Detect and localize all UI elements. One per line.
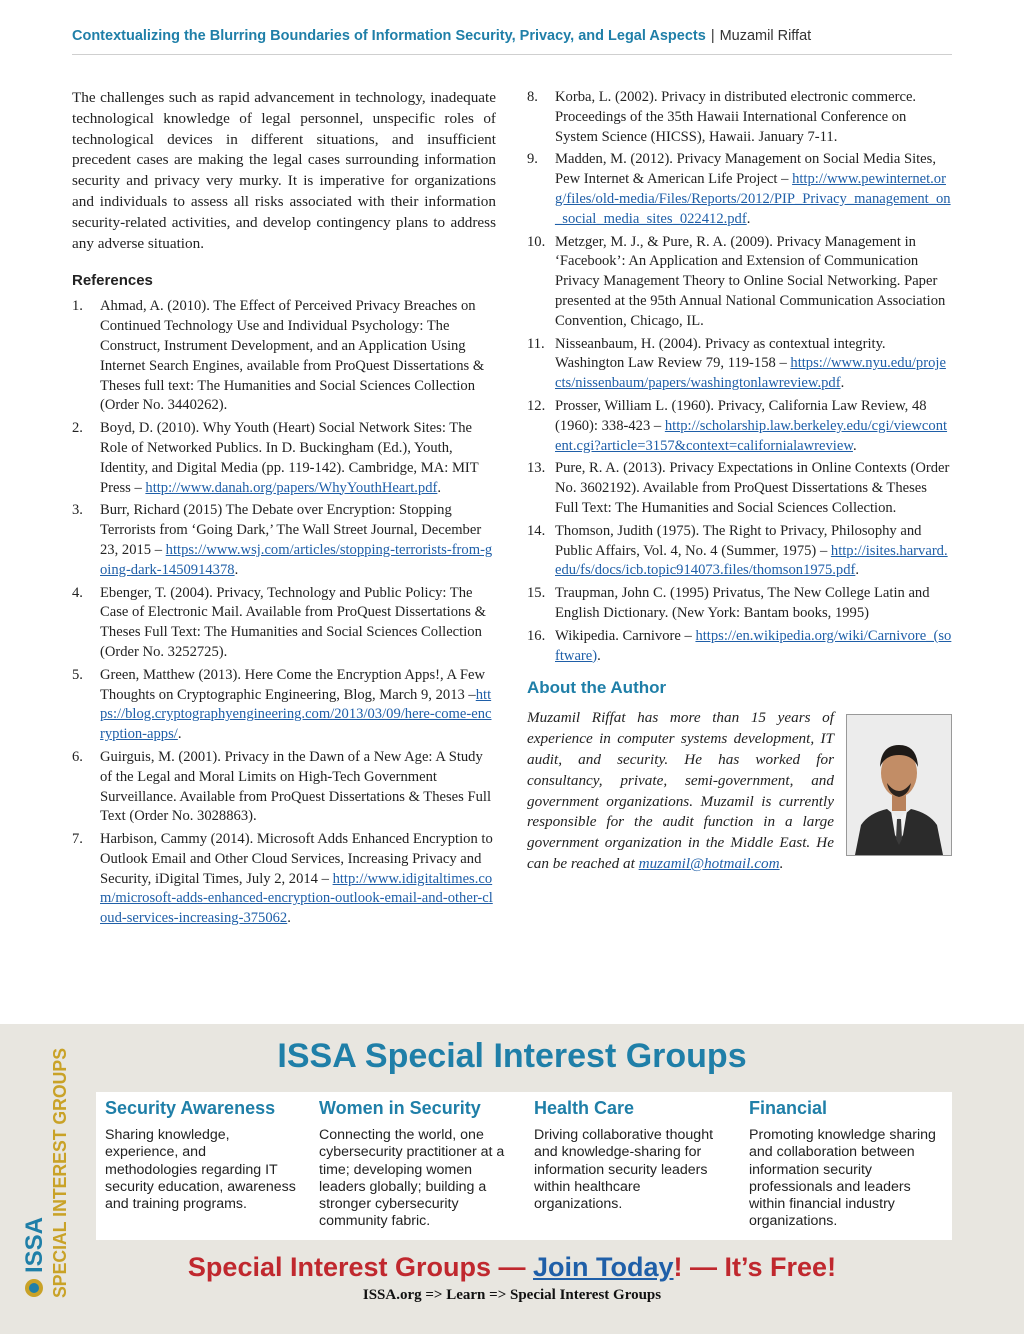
- header-separator: |: [710, 28, 715, 44]
- sig-group-name: Women in Security: [319, 1098, 481, 1118]
- reference-item: 9. Madden, M. (2012). Privacy Management on Social Media Sites, Pew Internet & American Life Project – http://www.pewinternet.org/files/old-media/Files/Reports/2012/PIP_Privacy_management_on_social_media_sites_022412.pdf.: [527, 151, 951, 227]
- reference-link[interactable]: https://en.wikipedia.org/wiki/Carnivore_(software): [555, 627, 952, 664]
- left-column: [72, 88, 496, 932]
- author-photo: [846, 714, 952, 856]
- reference-item: 6. Guirguis, M. (2001). Privacy in the Dawn of a New Age: A Study of the Legal and Moral Limits on High-Tech Government Surveillance. Available from ProQuest Dissertations & Theses Full Text (Order No. 3028863).: [72, 748, 491, 825]
- sig-groups-panel: [96, 1092, 952, 1240]
- sig-group-name: Financial: [749, 1098, 828, 1118]
- author-email-link[interactable]: muzamil@hotmail.com: [638, 854, 780, 872]
- reference-item: 13. Pure, R. A. (2013). Privacy Expectations in Online Contexts (Order No. 3602192). Available from ProQuest Dissertations & Theses Full Text: The Humanities and Social Sciences Collection.: [527, 460, 950, 516]
- author-bio: Muzamil Riffat has more than 15 years of experience in computer systems development, IT audit, and security. He has worked for consultancy, private, semi-government, and government organizations. Muzamil is currently responsible for the audit function in a large government organization in the Middle East. He can be reached at muzamil@hotmail.com.: [527, 708, 952, 874]
- sig-call-to-action: Special Interest Groups — Join Today! — It’s Free!: [187, 1252, 837, 1282]
- sig-side-logo-text: ISSA: [21, 1216, 48, 1273]
- reference-item: 5. Green, Matthew (2013). Here Come the Encryption Apps!, A Few Thoughts on Cryptographic Engineering, Blog, March 9, 2013 –https://blog.cryptographyengineering.com/2013/03/09/here-come-encryption-apps/.: [72, 666, 492, 743]
- reference-link[interactable]: http://www.danah.org/papers/WhyYouthHeart.pdf: [145, 479, 438, 496]
- sig-group-health-care: [534, 1098, 730, 1213]
- sig-group-description: Connecting the world, one cybersecurity practitioner at a time; developing women leaders globally; building a stronger cybersecurity community fabric.: [319, 1127, 505, 1230]
- right-column: [527, 88, 952, 875]
- reference-item: 12. Prosser, William L. (1960). Privacy, California Law Review, 48 (1960): 338-423 – http://scholarship.law.berkeley.edu/cgi/viewcontent.cgi?article=3157&context=californialawreview.: [527, 397, 948, 454]
- reference-item: 15. Traupman, John C. (1995) Privatus, The New College Latin and English Dictionary. (New York: Bantam books, 1995): [527, 585, 930, 621]
- reference-link[interactable]: http://scholarship.law.berkeley.edu/cgi/viewcontent.cgi?article=3157&context=californialawreview: [555, 417, 948, 454]
- reference-item: 4. Ebenger, T. (2004). Privacy, Technology and Public Policy: The Case of Electronic Mail. Available from ProQuest Dissertations & Theses Full Text: The Humanities and Social Sciences Collection (Order No. 3252725).: [72, 584, 486, 660]
- sig-group-name: Health Care: [534, 1098, 635, 1118]
- reference-item: 16. Wikipedia. Carnivore – https://en.wikipedia.org/wiki/Carnivore_(software).: [527, 627, 952, 664]
- sig-navigation-path: ISSA.org => Learn => Special Interest Groups: [362, 1287, 662, 1303]
- about-author-heading: About the Author: [527, 678, 667, 698]
- references-heading: References: [72, 272, 153, 290]
- reference-item: 8. Korba, L. (2002). Privacy in distributed electronic commerce. Proceedings of the 35th Hawaii International Conference on System Science (HICSS), Hawaii. January 7-11.: [527, 89, 917, 145]
- reference-link[interactable]: https://www.wsj.com/articles/stopping-terrorists-from-going-dark-1450914378: [100, 541, 493, 578]
- sig-group-description: Driving collaborative thought and knowledge-sharing for information security leaders within healthcare organizations.: [534, 1127, 714, 1213]
- sig-side-label: SPECIAL INTEREST GROUPS: [50, 1043, 70, 1298]
- reference-item: 1. Ahmad, A. (2010). The Effect of Perceived Privacy Breaches on Continued Technology Use and Individual Psychology: The Construct, Instrument Development, and an Application Using Internet Search Engines, available from ProQuest Dissertations & Theses full text: The Humanities and Social Sciences Collection (Order No. 3440262).: [72, 298, 485, 414]
- reference-item: 10. Metzger, M. J., & Pure, R. A. (2009). Privacy Management in ‘Facebook’: An Application and Extension of Communication Privacy Management Theory to Online Social Networking. Paper presented at the 95th Annual National Communication Association Convention, Chicago, IL.: [527, 233, 946, 329]
- references-list-right: [527, 88, 952, 666]
- reference-link[interactable]: http://www.idigitaltimes.com/microsoft-adds-enhanced-encryption-outlook-email-and-other-cloud-services-increasing-375062: [100, 870, 493, 927]
- reference-link[interactable]: https://www.nyu.edu/projects/nissenbaum/papers/washingtonlawreview.pdf: [555, 355, 946, 392]
- reference-link[interactable]: http://isites.harvard.edu/fs/docs/icb.topic914073.files/thomson1975.pdf: [555, 542, 948, 579]
- join-today-link[interactable]: Join Today: [533, 1252, 674, 1282]
- sig-group-women-in-security: [319, 1098, 515, 1231]
- sig-group-description: Promoting knowledge sharing and collaboration between information security professionals and leaders within financial industry organizations.: [749, 1127, 936, 1230]
- reference-item: 2. Boyd, D. (2010). Why Youth (Heart) Social Network Sites: The Role of Networked Publics. In D. Buckingham (Ed.), Youth, Identity, and Digital Media (pp. 119-142). Cambridge, MA: MIT Press – http://www.danah.org/papers/WhyYouthHeart.pdf.: [72, 420, 479, 496]
- reference-item: 3. Burr, Richard (2015) The Debate over Encryption: Stopping Terrorists from ‘Going Dark,’ The Wall Street Journal, December 23, 2015 – https://www.wsj.com/articles/stopping-terrorists-from-going-dark-1450914378.: [72, 502, 493, 578]
- intro-paragraph: The challenges such as rapid advancement in technology, inadequate technological knowledge of legal personnel, unspecific roles of technological devices in different situations, and insufficient precedent cases are making the legal cases surrounding information security and privacy very murky. It is imperative for organizations and individuals to assess all risks associated with their information security-related activities, and develop contingency plans to address any adverse situation.: [72, 89, 496, 252]
- references-list-left: [72, 297, 496, 929]
- article-title: Contextualizing the Blurring Boundaries of Information Security, Privacy, and Legal Aspects: [72, 28, 706, 44]
- sig-group-security-awareness: [105, 1098, 301, 1213]
- reference-item: 14. Thomson, Judith (1975). The Right to Privacy, Philosophy and Public Affairs, Vol. 4, No. 4 (Summer, 1975) – http://isites.harvard.edu/fs/docs/icb.topic914073.files/thomson1975.pdf.: [527, 522, 948, 579]
- sig-group-description: Sharing knowledge, experience, and methodologies regarding IT security education, awareness and training programs.: [105, 1127, 296, 1213]
- sig-title: ISSA Special Interest Groups: [277, 1037, 747, 1075]
- reference-link[interactable]: http://www.pewinternet.org/files/old-media/Files/Reports/2012/PIP_Privacy_management_on_social_media_sites_022412.pdf: [555, 171, 951, 227]
- reference-link[interactable]: https://blog.cryptographyengineering.com/2013/03/09/here-come-encryption-apps/: [100, 686, 492, 743]
- reference-item: 11. Nisseanbaum, H. (2004). Privacy as contextual integrity. Washington Law Review 79, 119-158 – https://www.nyu.edu/projects/nissenbaum/papers/washingtonlawreview.pdf.: [527, 335, 946, 392]
- sig-group-name: Security Awareness: [105, 1098, 276, 1118]
- header-author: Muzamil Riffat: [719, 28, 812, 44]
- sig-group-financial: [749, 1098, 945, 1231]
- running-header: [72, 28, 952, 55]
- reference-item: 7. Harbison, Cammy (2014). Microsoft Adds Enhanced Encryption to Outlook Email and Other Cloud Services, Increasing Privacy and Security, iDigital Times, July 2, 2014 – http://www.idigitaltimes.com/microsoft-adds-enhanced-encryption-outlook-email-and-other-cloud-services-increasing-375062.: [72, 831, 493, 927]
